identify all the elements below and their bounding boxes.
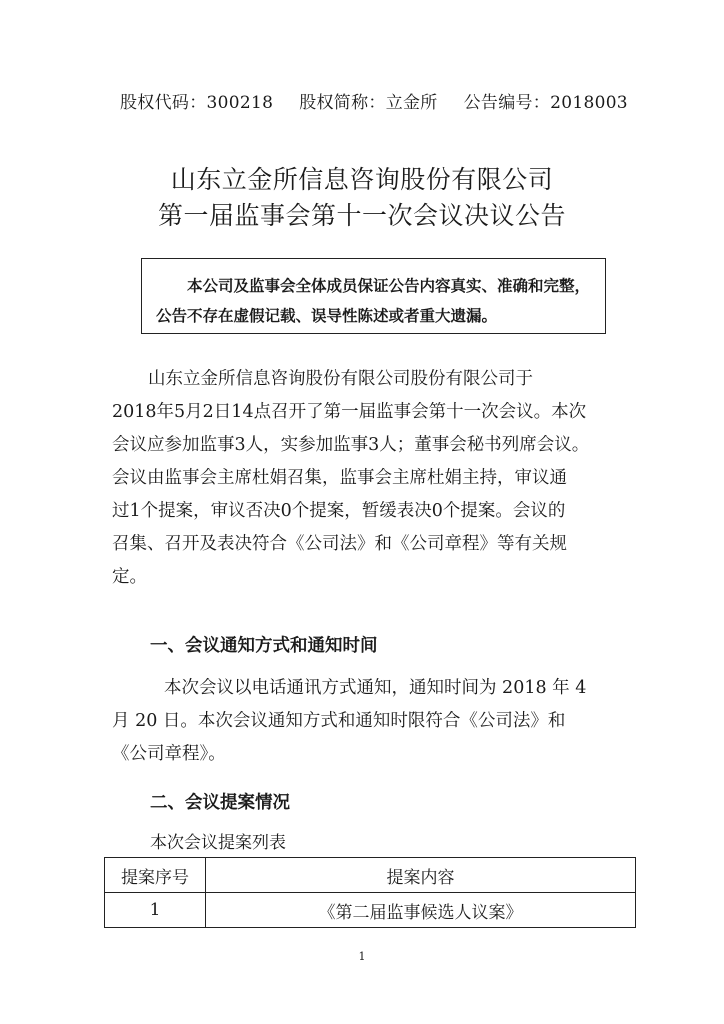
meeting-summary-paragraph — [112, 363, 632, 594]
paragraph-line: 会议应参加监事3人，实参加监事3人；董事会秘书列席会议。 — [112, 435, 590, 455]
column-header-content: 提案内容 — [206, 858, 636, 893]
paragraph-line: 过1个提案，审议否决0个提案，暂缓表决0个提案。会议的 — [112, 501, 566, 521]
section-heading-notification: 一、会议通知方式和通知时间 — [150, 636, 378, 656]
disclaimer-box — [141, 258, 606, 334]
table-row — [105, 893, 636, 928]
paragraph-line: 定。 — [112, 567, 147, 587]
column-header-number: 提案序号 — [105, 858, 206, 893]
stock-abbreviation: 股权简称：立金所 — [299, 93, 438, 113]
paragraph-line: 2018年5月2日14点召开了第一届监事会第十一次会议。本次 — [112, 402, 587, 422]
disclaimer-line-1: 本公司及监事会全体成员保证公告内容真实、准确和完整， — [187, 276, 591, 295]
announcement-header — [120, 88, 640, 113]
proposal-content-cell: 《第二届监事候选人议案》 — [206, 893, 636, 928]
section-heading-proposals: 二、会议提案情况 — [150, 793, 290, 813]
paragraph-line: 山东立金所信息咨询股份有限公司股份有限公司于 — [148, 369, 533, 389]
proposal-table — [104, 857, 636, 928]
disclaimer-line-2: 公告不存在虚假记载、误导性陈述或者重大遗漏。 — [156, 306, 498, 325]
document-title-company: 山东立金所信息咨询股份有限公司 — [170, 165, 554, 194]
proposal-number-cell: 1 — [105, 893, 206, 928]
notification-paragraph — [112, 672, 632, 771]
paragraph-line: 会议由监事会主席杜娟召集，监事会主席杜娟主持，审议通 — [112, 468, 567, 488]
page-number: 1 — [358, 950, 366, 963]
announcement-number: 公告编号：2018003 — [463, 93, 628, 113]
table-caption: 本次会议提案列表 — [150, 833, 286, 853]
paragraph-line: 本次会议以电话通讯方式通知，通知时间为 2018 年 4 — [164, 678, 587, 698]
paragraph-line: 月 20 日。本次会议通知方式和通知时限符合《公司法》和 — [112, 711, 566, 731]
document-title-subject: 第一届监事会第十一次会议决议公告 — [157, 201, 566, 230]
stock-code: 股权代码：300218 — [120, 93, 274, 113]
paragraph-line: 召集、召开及表决符合《公司法》和《公司章程》等有关规 — [112, 534, 567, 554]
table-header-row — [105, 858, 636, 893]
paragraph-line: 《公司章程》。 — [112, 744, 226, 764]
